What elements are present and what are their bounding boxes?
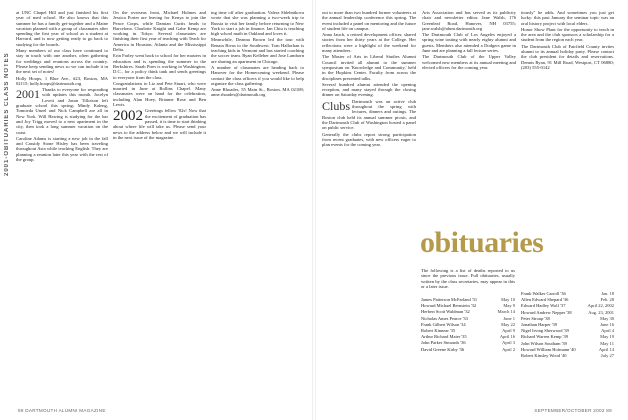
obituary-date: June 16 xyxy=(600,322,614,328)
obituary-date: July 27 xyxy=(600,353,614,359)
obituary-date: May 30 xyxy=(600,315,614,321)
obituary-name: James Patterson McFarland '31 xyxy=(421,297,478,302)
paragraph: The Dartmouth Club of the Upper Valley welcomed new members at its annual meeting and elected officers for the coming year. xyxy=(422,54,516,70)
obituary-date: May 10 xyxy=(501,297,515,302)
paragraph: Greetings fellow '02s! Now that the excitement of graduation has passed, it is time to start thinking about where life will take us. Please send your news to the address below and we will include it in the next issue of the magazine. xyxy=(113,108,206,140)
obituary-date: April 3 xyxy=(502,340,515,346)
obituary-name: Peter Stroup '38 xyxy=(521,315,550,321)
paragraph: Dartmouth was an active club throughout the spring with lectures, dinners and outings. The Boston club held its annual summer picnic, and the Dartmouth Club of Washington hosted a panel on public service. xyxy=(322,98,416,131)
paragraph: Several hundred alumni attended the opening reception, and many stayed through the closing dinner on Saturday evening. xyxy=(322,81,416,98)
left-column-3 xyxy=(211,10,304,402)
obituary-name: Nicholas Ames Pearce '33 xyxy=(421,315,468,321)
obituary-name: Frank Gilbert Wilson '34 xyxy=(421,321,466,327)
left-column-1 xyxy=(16,10,108,402)
left-page-folio: 88 DARTMOUTH ALUMNI MAGAZINE xyxy=(18,408,106,413)
paragraph: at UNC Chapel Hill and just finished his first year of med school. He also knows that this summer he has a family get-together and a Maine vacation planned with a group of classmates after spending the first year of school as a student at Harvard, and is now getting ready to go back to studying for the boards. xyxy=(16,10,108,47)
paragraph: On the overseas front, Michael Holmes and Jessica Porter are leaving for Kenya to join the Peace Corps, while Damian Curtis heads to Barcelona. Charlotte Knight and Gabe Kemp are working in Tokyo. Several classmates are finishing their first year of teaching with Teach for America in Houston, Atlanta and the Mississippi Delta. xyxy=(113,10,206,53)
section-heading-clubs: Clubs xyxy=(322,98,351,113)
paragraph: out to more than two hundred former volunteers at the annual leadership conference this spring. The event included a panel on mentoring and the future of student life on campus. xyxy=(322,10,416,31)
paragraph: Generally the clubs report strong participation from recent graduates, with new officers eager to plan events for the coming year. xyxy=(322,131,416,148)
obituaries-heading: obituaries xyxy=(420,226,544,259)
obituary-date: March 14 xyxy=(497,309,515,315)
paragraph: tiously" he adds. And sometimes you just get lucky: this past January the seminar topic was an oral history project with local elders. xyxy=(521,10,614,26)
obituary-date: May 22 xyxy=(501,321,515,327)
paragraph: Erin Farley went back to school for her masters in education and is spending the summer in the Berkshires. Sarah Pires is working in Washington, D.C., for a policy think tank and sends greetings to everyone from the class. xyxy=(113,53,206,80)
paragraph: ing time off after graduation. Valera Shlebnikova wrote that she was planning a two-week trip to Russia to visit her family before returning to New York to start a job in finance. Ian Chiu is teaching high school math in Oakland and loves it. xyxy=(211,10,304,37)
obituary-name: Robert Kinnear '35 xyxy=(421,328,456,334)
paragraph: Anna Jauch, a retired development officer, shared stories from her thirty years at the College. Her reflections were a highlight of the weekend for many attendees. xyxy=(322,32,416,54)
obituary-name: Richard Warren Kemp '39 xyxy=(521,334,568,340)
class-year-heading: 2001 xyxy=(16,87,40,102)
obituary-name: Robert Kinsley Wood '40 xyxy=(521,353,567,359)
obituary-list-left xyxy=(421,297,515,353)
obituary-name: Frank Walker Carroll '36 xyxy=(521,291,566,296)
paragraph: Thanks to everyone for responding with updates this month. Jocelyn Lovett and Jason Tillotson left graduate school this spring; Mindy Kaleng, Tomoeda Unzel and Nick Campbell are all in New York. Will Hawing is studying for the bar and Joy Trigg moved to a new apartment in the city, then took a long summer vacation on the coast. xyxy=(16,87,108,135)
obituaries-intro: The following is a list of deaths reported to us since the previous issue. Full obituaries, usually written by the class secretaries, may appear in this or a later issue. xyxy=(421,268,515,289)
left-column-2 xyxy=(113,10,206,402)
class-secretary-address: Anne Rhoades, 55 Main St., Boston, MA 02108; anne.rhoades@dartmouth.org xyxy=(211,87,304,98)
obituary-name: Nigel Irving Sherwood '39 xyxy=(521,328,569,334)
right-page-folio: SEPTEMBER/OCTOBER 2002 89 xyxy=(534,408,612,413)
class-year-heading: 2002 xyxy=(113,108,143,125)
obituary-name: David Greene Kirby '36 xyxy=(421,346,465,352)
section-side-label: 2001-OBITUARIES CLASS NOTES xyxy=(4,52,10,176)
obituary-name: Howard Andrew Nepper '38 xyxy=(521,309,572,315)
obituary-date: April 9 xyxy=(502,328,515,334)
obituary-list-right xyxy=(521,291,614,359)
paragraph: Meanwhile, Deanna Brown led the tour with Renata Rivas to the Southwest. Tom Hallorhan is teaching kids in Vermont and has started coaching the soccer team. Ryan Kelleher and Jose Lamborn are sharing an apartment in Chicago. xyxy=(211,37,304,64)
paragraph: A number of classmates are heading back to Hanover for the Homecoming weekend. Please contact the class officers if you would like to help organize the class gathering. xyxy=(211,64,304,86)
page-gutter xyxy=(312,0,316,420)
obituary-entry xyxy=(421,347,515,353)
obituary-date: May 9 xyxy=(503,303,515,309)
obituary-date: April 16 xyxy=(499,334,515,340)
obituary-date: April 14 xyxy=(598,346,614,352)
obituary-date: April 22, 2002 xyxy=(587,303,614,309)
obituary-entry xyxy=(521,353,614,359)
obituary-name: Herbert Scott Waldman '32 xyxy=(421,309,470,315)
obituary-date: June 1 xyxy=(503,315,515,321)
paragraph: Many members of our class have continued to stay in touch with one another, often gathering for weddings and reunions across the country. Please keep sending news so we can include it in the next set of notes! xyxy=(16,48,108,75)
paragraph: The Master of Arts in Liberal Studies Alumni Council invited all alumni to the summer symposium on 'Knowledge and Community,' held in the Hopkins Center. Faculty from across the disciplines presented talks. xyxy=(322,54,416,81)
obituary-date: May 11 xyxy=(600,340,614,346)
paragraph: Congratulations to Liz and Pete Stuart, who were married in June at Rollins Chapel. Many classmates were on hand for the celebration, including Alan Hoey, Brianne Rose and Ben Lewis. xyxy=(113,80,206,108)
paragraph: The Dartmouth Club of Los Angeles enjoyed a spring wine tasting with nearly eighty alumni and guests. Members also attended a Dodgers game in June and are planning a fall lecture series. xyxy=(422,32,516,54)
paragraph: Arts Association and has served as its publicity chair and newsletter editor. Jane Walsh, 176 Greenleaf Road, Hanover, NH 03755; jane.walsh@alum.dartmouth.org xyxy=(422,10,516,31)
paragraph: Caroline Adams is starting a new job in the fall and Cassidy Stone Hisley has been traveling throughout Asia while teaching English. They are planning a reunion later this year with the rest of the group. xyxy=(16,135,108,163)
obituary-name: Jonathan Harper '39 xyxy=(521,322,558,328)
obituary-date: Jan. 18 xyxy=(601,291,614,296)
obituary-name: Howard William Hofmann '40 xyxy=(521,346,576,352)
obituary-name: Edward Hadley Wolf '37 xyxy=(521,303,566,309)
obituary-date: April 2 xyxy=(502,346,515,352)
obituary-name: Howard Michael Bernstein '32 xyxy=(421,303,477,309)
obituary-date: Aug. 23, 2001 xyxy=(588,309,614,315)
obituary-date: April 4 xyxy=(601,328,614,334)
right-column-1 xyxy=(322,10,416,402)
paragraph: The Dartmouth Club of Fairfield County invites alumni to its annual holiday party. Please contact the club president for details and reservations. Dennis Ryan, 91 Mill Road, Westport, CT 06880; (203) 555-0142 xyxy=(521,43,614,70)
obituary-name: Arthur Richard Maier '35 xyxy=(421,334,467,340)
class-secretary-address: Holly Hoops, 1 Blue Ave., #23, Boston, MA 02115; holly.hoops@dartmouth.org xyxy=(16,75,108,86)
paragraph: Honor Show Plant for the opportunity to teach in the area and the club sponsors a scholarship for a student from the region each year. xyxy=(521,26,614,43)
obituary-name: John Wilson Southam '39 xyxy=(521,340,567,346)
obituary-name: John Parker Simonds '36 xyxy=(421,340,466,346)
obituary-date: Feb. 28 xyxy=(600,297,614,303)
obituary-date: May 19 xyxy=(600,334,614,340)
right-column-2 xyxy=(422,10,516,228)
right-column-3 xyxy=(521,10,614,228)
obituary-name: Allen Edward Shepard '36 xyxy=(521,297,569,303)
